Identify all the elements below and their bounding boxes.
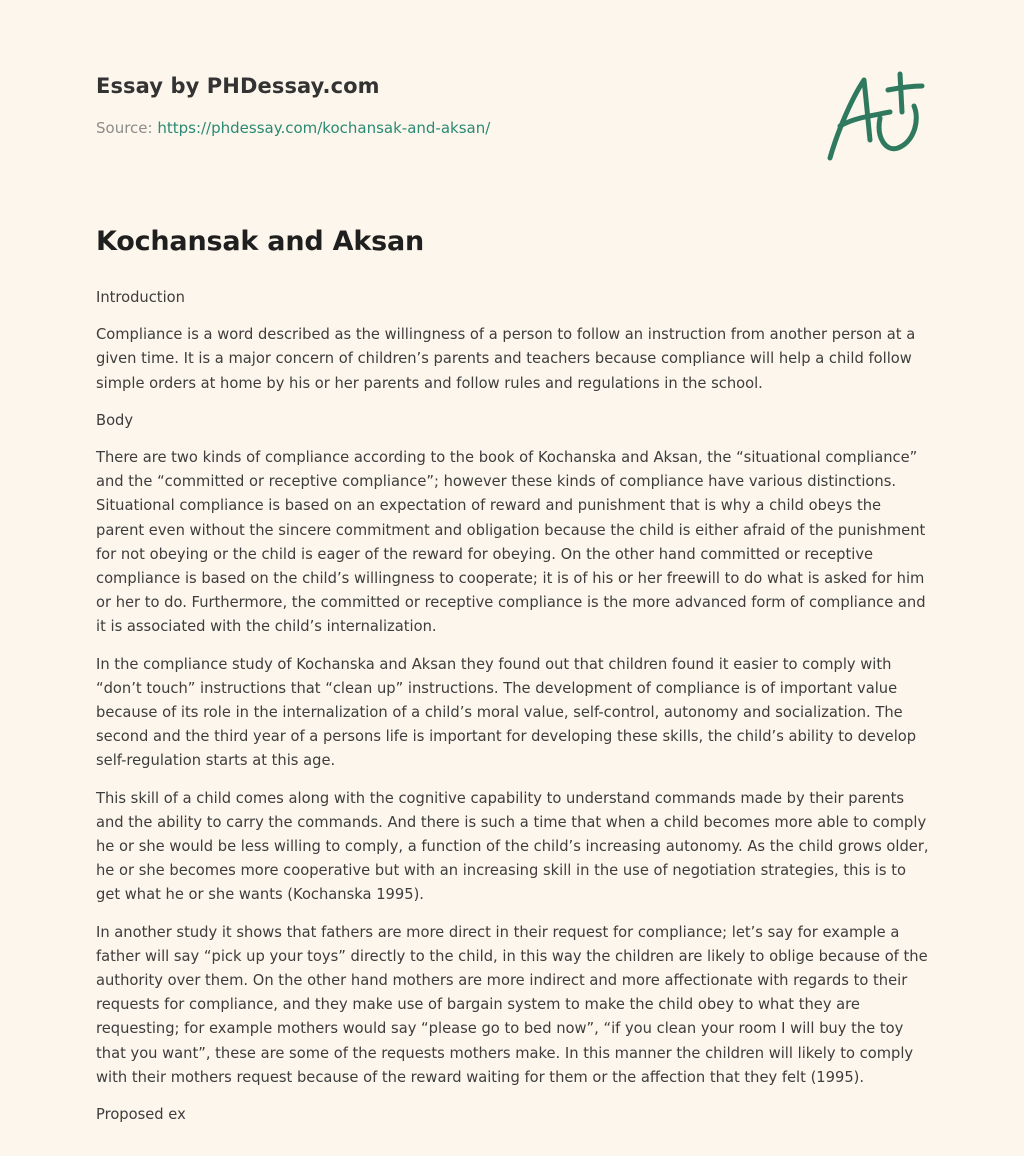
section-heading-introduction: Introduction	[96, 289, 185, 306]
paragraph: In another study it shows that fathers are more direct in their request for compliance; let’s say for example a father will say “pick up your toys” directly to the child, in this way the children are likely to oblige because of the authority over them. On the other hand mothers are more indirect and more affectionate with regards to their requests for compliance, and they make use of bargain system to make the child obey to what they are requesting; for example mothers would say “please go to bed now”, “if you clean your room I will buy the toy that you want”, these are some of the requests mothers make. In this manner the children will likely to comply with their mothers request because of the reward waiting for them or the affection that they felt (1995).	[96, 923, 928, 1086]
a-plus-logo-icon	[822, 68, 928, 164]
section-heading-body: Body	[96, 411, 134, 429]
site-title: Essay by PHDessay.com	[96, 74, 380, 98]
paragraph: In the compliance study of Kochanska and Aksan they found out that children found it easier to comply with “don’t touch” instructions that “clean up” instructions. The development of compliance is of important value because of its role in the internalization of a child’s moral value, self-control, autonomy and socialization. The second and the third year of a persons life is important for developing these skills, the child’s ability to develop self-regulation starts at this age.	[96, 655, 917, 770]
page-header	[96, 74, 716, 137]
source-label: Source:	[96, 119, 158, 137]
source-link[interactable]: https://phdessay.com/kochansak-and-aksan/	[157, 119, 491, 137]
paragraph: There are two kinds of compliance according to the book of Kochanska and Aksan, the “situational compliance” and the “committed or receptive compliance”; however these kinds of compliance have various distinctions. Situational compliance is based on an expectation of reward and punishment that is why a child obeys the parent even without the sincere commitment and obligation because the child is either afraid of the punishment for not obeying or the child is eager of the reward for obeying. On the other hand committed or receptive compliance is based on the child’s willingness to cooperate; it is of his or her freewill to do what is asked for him or her to do. Furthermore, the committed or receptive compliance is the more advanced form of compliance and it is associated with the child’s internalization.	[96, 449, 926, 636]
paragraph: This skill of a child comes along with the cognitive capability to understand commands made by their parents and the ability to carry the commands. And there is such a time that when a child becomes more able to comply he or she would be less willing to comply, a function of the child’s increasing autonomy. As the child grows older, he or she becomes more cooperative but with an increasing skill in the use of negotiation strategies, this is to get what he or she wants (Kochanska 1995).	[96, 789, 929, 904]
paragraph: Compliance is a word described as the willingness of a person to follow an instruction from another person at a given time. It is a major concern of children’s parents and teachers because compliance will help a child follow simple orders at home by his or her parents and follow rules and regulations in the school.	[96, 326, 916, 392]
source-line	[96, 119, 716, 137]
section-heading-proposed: Proposed ex	[96, 1106, 186, 1124]
document-title: Kochansak and Aksan	[96, 226, 425, 257]
essay-body	[96, 286, 930, 1140]
